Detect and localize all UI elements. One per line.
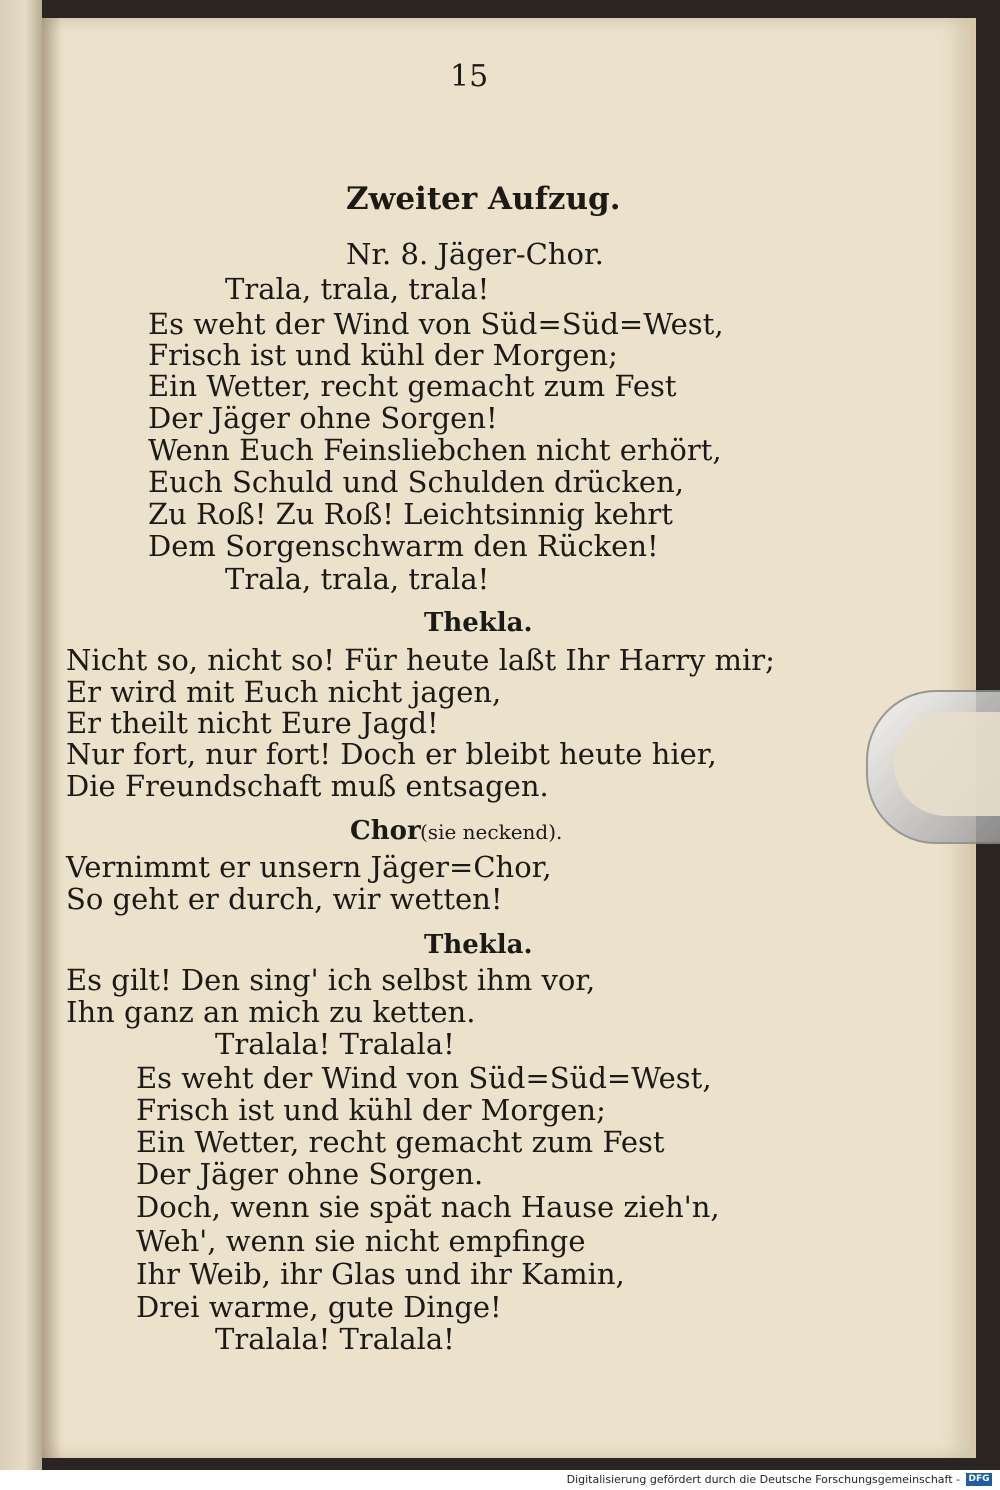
verse-line: Dem Sorgenschwarm den Rücken! — [148, 529, 659, 563]
speaker-name: Thekla. — [424, 930, 533, 960]
verse-line: Nur fort, nur fort! Doch er bleibt heute hier, — [66, 737, 717, 771]
verse-line: Er theilt nicht Eure Jagd! — [66, 706, 439, 740]
verse-line: Es gilt! Den sing' ich selbst ihm vor, — [66, 963, 596, 997]
verse-line: Tralala! Tralala! — [215, 1322, 455, 1356]
verse-line: Doch, wenn sie spät nach Hause zieh'n, — [136, 1190, 720, 1224]
verse-line: Es weht der Wind von Süd=Süd=West, — [148, 307, 724, 341]
act-heading: Zweiter Aufzug. — [346, 181, 621, 217]
verse-line: Tralala! Tralala! — [215, 1027, 455, 1061]
verse-line: Ein Wetter, recht gemacht zum Fest — [148, 369, 677, 403]
dfg-logo: DFG — [966, 1473, 992, 1486]
verse-line: Vernimmt er unsern Jäger=Chor, — [66, 850, 552, 884]
verse-line: Ihn ganz an mich zu ketten. — [66, 995, 476, 1029]
number-title: Nr. 8. Jäger-Chor. — [346, 237, 604, 271]
verse-line: Frisch ist und kühl der Morgen; — [148, 338, 618, 372]
funding-note: Digitalisierung gefördert durch die Deutsche Forschungsgemeinschaft - — [566, 1473, 960, 1486]
facing-page-edge — [0, 0, 42, 1470]
speaker-name: Chor — [350, 816, 421, 846]
verse-line: Es weht der Wind von Süd=Süd=West, — [136, 1061, 712, 1095]
verse-line: Trala, trala, trala! — [225, 562, 490, 596]
verse-line: Nicht so, nicht so! Für heute laßt Ihr Harry mir; — [66, 643, 775, 677]
verse-line: Weh', wenn sie nicht empfinge — [136, 1224, 586, 1258]
verse-line: So geht er durch, wir wetten! — [66, 882, 503, 916]
verse-line: Euch Schuld und Schulden drücken, — [148, 465, 684, 499]
page-number: 15 — [450, 59, 489, 94]
verse-line: Der Jäger ohne Sorgen! — [148, 401, 498, 435]
verse-line: Drei warme, gute Dinge! — [136, 1290, 502, 1324]
verse-line: Ihr Weib, ihr Glas und ihr Kamin, — [136, 1257, 625, 1291]
speaker-name: Thekla. — [424, 608, 533, 638]
verse-line: Ein Wetter, recht gemacht zum Fest — [136, 1125, 665, 1159]
verse-line: Wenn Euch Feinsliebchen nicht erhört, — [148, 433, 722, 467]
verse-line: Er wird mit Euch nicht jagen, — [66, 675, 502, 709]
verse-line: Trala, trala, trala! — [225, 272, 490, 306]
verse-line: Zu Roß! Zu Roß! Leichtsinnig kehrt — [148, 497, 673, 531]
page-gutter-shadow — [42, 18, 62, 1458]
verse-line: Der Jäger ohne Sorgen. — [136, 1157, 484, 1191]
verse-line: Die Freundschaft muß entsagen. — [66, 769, 549, 803]
stage-direction: (sie neckend). — [420, 820, 563, 844]
footer-bar — [0, 1470, 1000, 1490]
verse-line: Frisch ist und kühl der Morgen; — [136, 1093, 606, 1127]
page-clip-window — [894, 712, 1000, 816]
